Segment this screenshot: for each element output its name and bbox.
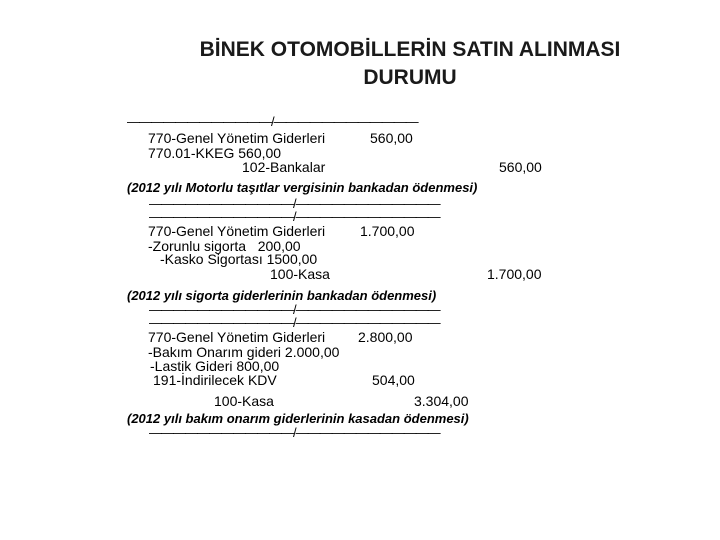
journal-separator: ————————————/———————————— <box>127 114 418 129</box>
entry3-vat-account: 191-İndirilecek KDV <box>153 372 277 388</box>
entry3-sub-line-2: -Lastik Gideri 800,00 <box>150 358 280 374</box>
entry3-credit-amount: 3.304,00 <box>414 393 469 409</box>
entry1-debit-account: 770-Genel Yönetim Giderleri <box>148 130 326 146</box>
entry3-credit-account: 100-Kasa <box>214 393 274 409</box>
entry2-note: (2012 yılı sigorta giderlerinin bankadan ödenmesi) <box>127 288 437 303</box>
journal-separator: ————————————/———————————— <box>149 302 440 317</box>
entry1-credit-account: 102-Bankalar <box>242 159 326 175</box>
journal-separator: ————————————/———————————— <box>149 209 440 224</box>
journal-separator: ————————————/———————————— <box>149 315 440 330</box>
page-title <box>140 36 680 92</box>
entry3-debit-amount: 2.800,00 <box>358 329 413 345</box>
journal-separator: ————————————/———————————— <box>149 425 440 440</box>
entry1-kkeg-line: 770.01-KKEG 560,00 <box>148 145 282 161</box>
entry2-debit-amount: 1.700,00 <box>360 223 415 239</box>
entry3-vat-amount: 504,00 <box>372 372 415 388</box>
title-line-1: BİNEK OTOMOBİLLERİN SATIN ALINMASI <box>199 38 621 61</box>
entry2-sub-line-2: -Kasko Sigortası 1500,00 <box>160 251 318 267</box>
entry3-debit-account: 770-Genel Yönetim Giderleri <box>148 329 326 345</box>
entry2-debit-account: 770-Genel Yönetim Giderleri <box>148 223 326 239</box>
entry3-sub-line-1: -Bakım Onarım gideri 2.000,00 <box>148 344 340 360</box>
entry2-credit-amount: 1.700,00 <box>487 266 542 282</box>
title-line-2: DURUMU <box>363 66 457 89</box>
entry3-note: (2012 yılı bakım onarım giderlerinin kasadan ödenmesi) <box>127 411 469 426</box>
entry1-credit-amount: 560,00 <box>499 159 542 175</box>
entry2-credit-account: 100-Kasa <box>270 266 330 282</box>
entry2-sub-line-1: -Zorunlu sigorta 200,00 <box>148 238 301 254</box>
entry1-debit-amount: 560,00 <box>370 130 413 146</box>
journal-separator: ————————————/———————————— <box>149 196 440 211</box>
entry1-note: (2012 yılı Motorlu taşıtlar vergisinin bankadan ödenmesi) <box>127 180 478 195</box>
